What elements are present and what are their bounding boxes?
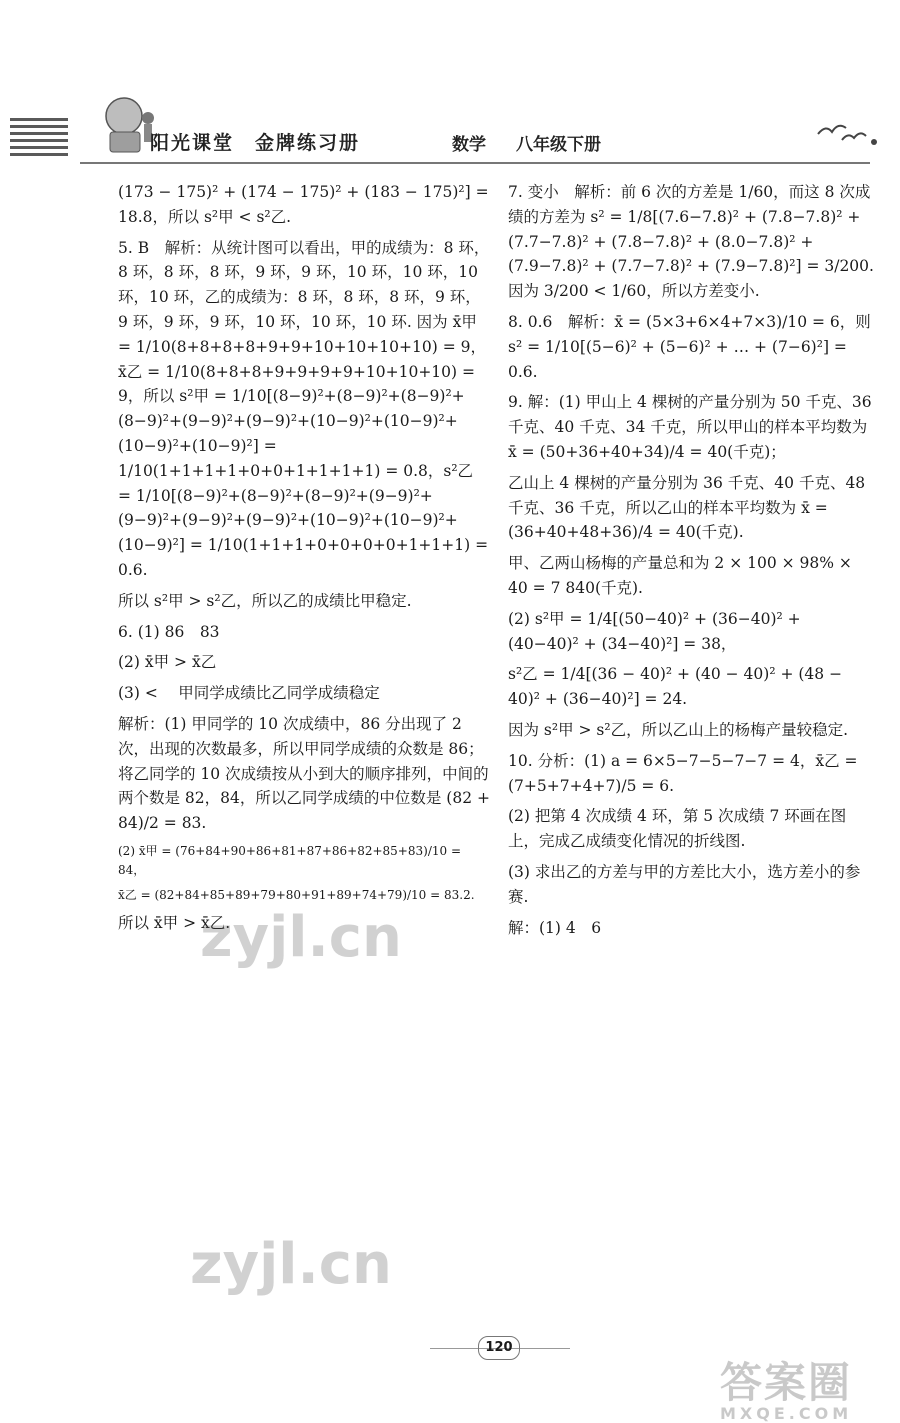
page-number: 120 bbox=[478, 1336, 520, 1360]
left-text-10: 所以 x̄甲 > x̄乙. bbox=[118, 914, 231, 933]
left-text-1: (173 − 175)² + (174 − 175)² + (183 − 175)²] = 18.8，所以 s²甲 < s²乙. bbox=[118, 183, 489, 226]
right-text-4: 乙山上 4 棵树的产量分别为 36 千克、40 千克、48 千克、36 千克，所以乙山的样本平均数为 x̄ = (36+40+48+36)/4 = 40(千克). bbox=[508, 473, 866, 542]
birds-icon bbox=[812, 112, 882, 152]
watermark: zyjl.cn bbox=[190, 1232, 392, 1297]
right-column bbox=[508, 180, 874, 946]
corner-logo-text: 答案圈 bbox=[720, 1358, 853, 1407]
right-text-8: 因为 s²甲 > s²乙，所以乙山上的杨梅产量较稳定. bbox=[508, 720, 849, 739]
left-text-6: (3) < 甲同学成绩比乙同学成绩稳定 bbox=[118, 684, 380, 703]
subject-label: 数学 bbox=[452, 135, 486, 155]
right-text-7: s²乙 = 1/4[(36 − 40)² + (40 − 40)² + (48 − 40)² + (36−40)²] = 24. bbox=[508, 665, 843, 709]
left-text-3: 所以 s²甲 > s²乙，所以乙的成绩比甲稳定. bbox=[118, 591, 412, 610]
left-column bbox=[118, 180, 490, 942]
right-text-11: (3) 求出乙的方差与甲的方差比大小，选方差小的参赛. bbox=[508, 862, 861, 906]
header-stripes bbox=[10, 118, 68, 168]
page-footer bbox=[0, 1330, 900, 1423]
right-text-10: (2) 把第 4 次成绩 4 环，第 5 次成绩 7 环画在图上，完成乙成绩变化情况的折线图. bbox=[508, 807, 847, 851]
right-text-5: 甲、乙两山杨梅的产量总和为 2 × 100 × 98% × 40 = 7 840(千克). bbox=[508, 554, 852, 597]
grade-label: 八年级下册 bbox=[516, 135, 601, 155]
series-title: 阳光课堂 金牌练习册 bbox=[150, 132, 361, 154]
right-text-9: 10. 分析：(1) a = 6×5−7−5−7−7 = 4，x̄乙 = (7+5+7+4+7)/5 = 6. bbox=[508, 751, 858, 795]
left-text-8: (2) x̄甲 = (76+84+90+86+81+87+86+82+85+83)/10 = 84， bbox=[118, 843, 461, 878]
watermark: zyjl.cn bbox=[200, 905, 402, 970]
right-text-6: (2) s²甲 = 1/4[(50−40)² + (36−40)² + (40−40)² + (34−40)²] = 38， bbox=[508, 609, 801, 653]
left-text-4: 6. (1) 86 83 bbox=[118, 622, 220, 641]
left-text-5: (2) x̄甲 > x̄乙 bbox=[118, 653, 217, 672]
right-text-2: 8. 0.6 解析：x̄ = (5×3+6×4+7×3)/10 = 6，则 s² = 1/10[(5−6)² + (5−6)² + … + (7−6)²] = 0.6. bbox=[508, 312, 871, 381]
page-header bbox=[0, 0, 900, 175]
left-text-9: x̄乙 = (82+84+85+89+79+80+91+89+74+79)/10 = 83.2. bbox=[118, 888, 475, 903]
right-text-3: 9. 解：(1) 甲山上 4 棵树的产量分别为 50 千克、36 千克、40 千克、34 千克，所以甲山的样本平均数为 x̄ = (50+36+40+34)/4 = 40(千克)； bbox=[508, 393, 872, 461]
right-text-12: 解：(1) 4 6 bbox=[508, 918, 602, 937]
left-text-2: 5. B 解析：从统计图可以看出，甲的成绩为：8 环，8 环，8 环，8 环，9 环，9 环，10 环，10 环，10 环，10 环，乙的成绩为：8 环，8 环，8 环，9 环，9 环，9 环，9 环，10 环，10 环，10 环. 因为 x̄甲 = 1/10(8+8+8+8+9+9+10+10+10+10) = 9，x̄乙 = 1/10(8+8+8+9+9+9+9+10+10+10) = 9，所以 s²甲 = 1/10[(8−9)²+(8−9)²+(8−9)²+(8−9)²+(9−9)²+(9−9)²+(10−9)²+(10−9)²+(10−9)²+(10−9)²] = 1/10(1+1+1+1+0+0+1+1+1+1) = 0.8，s²乙 = 1/10[(8−9)²+(8−9)²+(8−9)²+(9−9)²+(9−9)²+(9−9)²+(9−9)²+(10−9)²+(10−9)²+(10−9)²] = 1/10(1+1+1+0+0+0+0+1+1+1) = 0.6. bbox=[118, 238, 490, 579]
left-text-7: 解析：(1) 甲同学的 10 次成绩中，86 分出现了 2 次，出现的次数最多，所以甲同学成绩的众数是 86；将乙同学的 10 次成绩按从小到大的顺序排列，中间的两个数是 82，84，所以乙同学成绩的中位数是 (82 + 84)/2 = 83. bbox=[118, 714, 490, 833]
right-text-1: 7. 变小 解析：前 6 次的方差是 1/60，而这 8 次成绩的方差为 s² = 1/8[(7.6−7.8)² + (7.8−7.8)² + (7.7−7.8)² + (7.8−7.8)² + (8.0−7.8)² + (7.9−7.8)² + (7.7−7.8)² + (7.9−7.8)²] = 3/200. 因为 3/200 < 1/60，所以方差变小. bbox=[508, 183, 874, 301]
corner-logo-url: MXQE.COM bbox=[720, 1404, 853, 1423]
corner-watermark-logo bbox=[720, 1350, 890, 1423]
